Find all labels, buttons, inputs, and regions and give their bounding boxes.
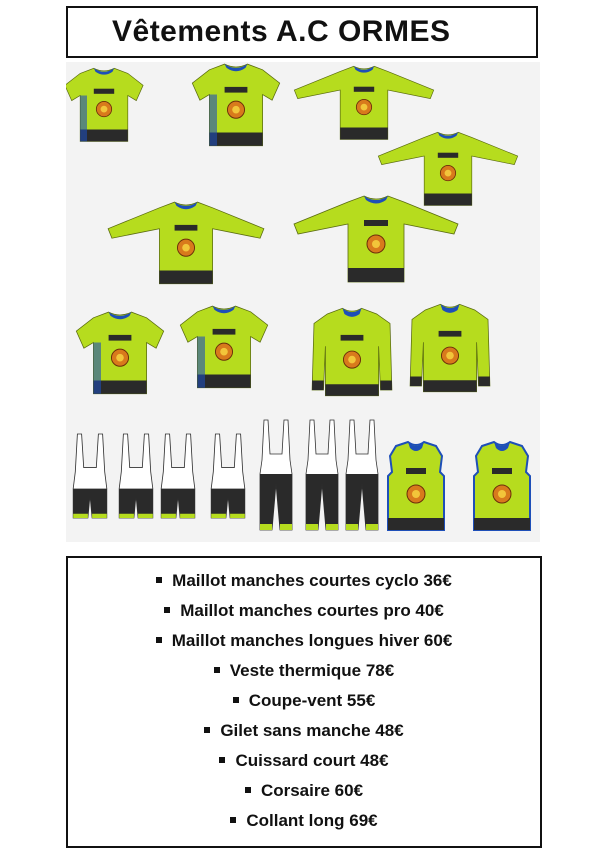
list-item: Corsaire 60€ — [68, 776, 540, 806]
bullet-icon — [156, 577, 162, 583]
bullet-icon — [214, 667, 220, 673]
bullet-icon — [233, 697, 239, 703]
list-item: Maillot manches courtes cyclo 36€ — [68, 566, 540, 596]
list-item: Maillot manches courtes pro 40€ — [68, 596, 540, 626]
price-list — [68, 558, 540, 836]
list-item: Cuissard court 48€ — [68, 746, 540, 776]
bullet-icon — [230, 817, 236, 823]
bullet-icon — [204, 727, 210, 733]
price-list-box — [66, 556, 542, 848]
page-title: Vêtements A.C ORMES — [112, 15, 451, 48]
bullet-icon — [245, 787, 251, 793]
bullet-icon — [164, 607, 170, 613]
list-item: Coupe-vent 55€ — [68, 686, 540, 716]
bullet-icon — [156, 637, 162, 643]
list-item: Veste thermique 78€ — [68, 656, 540, 686]
list-item: Collant long 69€ — [68, 806, 540, 836]
bullet-icon — [219, 757, 225, 763]
garment-gallery — [66, 62, 540, 542]
title-box — [66, 6, 538, 58]
list-item: Gilet sans manche 48€ — [68, 716, 540, 746]
list-item: Maillot manches longues hiver 60€ — [68, 626, 540, 656]
garment-illustrations — [66, 62, 540, 542]
